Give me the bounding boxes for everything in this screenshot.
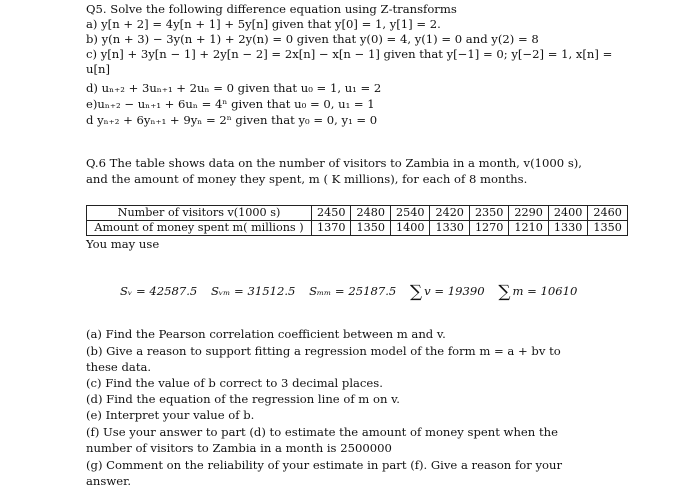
q6-intro-line1: Q.6 The table shows data on the number of visitors to Zambia in a month, v(1000 s), [86,156,582,170]
table-cell: 1350 [351,221,390,236]
table-cell: 2540 [390,206,429,221]
table-row-visitors [87,206,628,221]
table-cell: 1370 [312,221,351,236]
table-cell: 1330 [548,221,587,236]
table-cell: 2450 [312,206,351,221]
q5-part-a: a) y[n + 2] = 4y[n + 1] + 5y[n] given that y[0] = 1, y[1] = 2. [86,17,441,31]
table-cell: 2350 [469,206,508,221]
table-cell: 1330 [430,221,469,236]
stat-svm: Sᵥₘ = 31512.5 [210,284,296,298]
stat-sum-m: m = 10610 [512,284,578,298]
question-g: (g) Comment on the reliability of your estimate in part (f). Give a reason for your [86,458,562,472]
data-table [86,205,628,236]
table-cell: 1400 [390,221,429,236]
table-row-label: Amount of money spent m( millions ) [87,221,312,236]
table-cell: 2290 [509,206,548,221]
sum-symbol: ∑ [409,282,423,302]
question-e: (e) Interpret your value of b. [86,408,255,422]
q5-part-c-continued: u[n] [86,62,110,76]
question-f-continued: number of visitors to Zambia in a month is 2500000 [86,441,392,455]
q5-part-d: d) uₙ₊₂ + 3uₙ₊₁ + 2uₙ = 0 given that u₀ = 1, u₁ = 2 [86,81,382,95]
question-d: (d) Find the equation of the regression line of m on v. [86,392,400,406]
table-cell: 2400 [548,206,587,221]
stat-smm: Sₘₘ = 25187.5 [309,284,397,298]
table-cell: 1350 [588,221,627,236]
table-row-money [87,221,628,236]
stat-svv: Sᵥ = 42587.5 [120,284,198,298]
table-cell: 2420 [430,206,469,221]
q5-part-c: c) y[n] + 3y[n − 1] + 2y[n − 2] = 2x[n] − x[n − 1] given that y[−1] = 0; y[−2] = 1, x[n] = [86,47,613,61]
question-b: (b) Give a reason to support fitting a regression model of the form m = a + bv to [86,344,561,358]
table-cell: 1270 [469,221,508,236]
table-cell: 1210 [509,221,548,236]
you-may-use-text: You may use [86,237,160,251]
question-a: (a) Find the Pearson correlation coefficient between m and v. [86,327,446,341]
q5-heading: Q5. Solve the following difference equation using Z-transforms [86,2,457,16]
question-b-continued: these data. [86,360,152,374]
question-g-continued: answer. [86,474,132,488]
table-cell: 2480 [351,206,390,221]
stat-sum-v: v = 19390 [424,284,485,298]
table-cell: 2460 [588,206,627,221]
question-f: (f) Use your answer to part (d) to estimate the amount of money spent when the [86,425,558,439]
q5-part-f: d yₙ₊₂ + 6yₙ₊₁ + 9yₙ = 2ⁿ given that y₀ = 0, y₁ = 0 [86,113,378,127]
q5-part-b: b) y(n + 3) − 3y(n + 1) + 2y(n) = 0 given that y(0) = 4, y(1) = 0 and y(2) = 8 [86,32,539,46]
table-row-label: Number of visitors v(1000 s) [87,206,312,221]
sum-symbol: ∑ [498,282,511,302]
q6-intro-line2: and the amount of money they spent, m ( K millions), for each of 8 months. [86,172,528,186]
question-c: (c) Find the value of b correct to 3 decimal places. [86,376,383,390]
q5-part-e: e)uₙ₊₂ − uₙ₊₁ + 6uₙ = 4ⁿ given that u₀ = 0, u₁ = 1 [86,97,375,111]
summary-statistics [120,282,587,302]
